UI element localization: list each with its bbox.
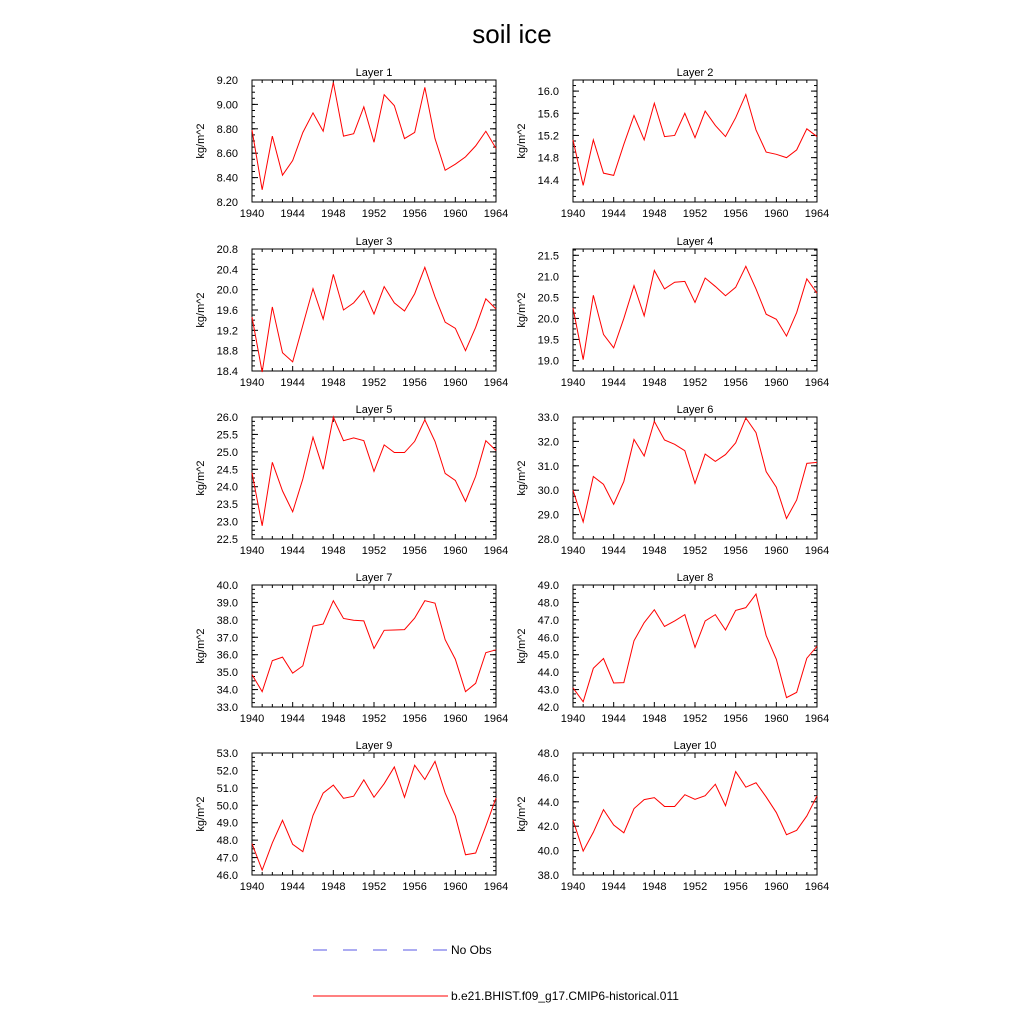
y-tick-label: 48.0 <box>537 748 559 760</box>
x-tick-label: 1940 <box>239 713 265 725</box>
y-axis-label: kg/m^2 <box>195 460 207 496</box>
panel-layer-7 <box>195 572 508 725</box>
y-tick-label: 48.0 <box>216 835 238 848</box>
x-tick-label: 1956 <box>402 545 427 557</box>
plot-frame <box>573 80 817 202</box>
x-tick-label: 1956 <box>402 208 427 220</box>
x-tick-label: 1940 <box>239 881 265 893</box>
y-tick-label: 45.0 <box>537 649 559 662</box>
y-tick-label: 20.0 <box>216 284 238 297</box>
x-tick-label: 1956 <box>402 881 427 893</box>
panel-layer-2 <box>516 67 829 220</box>
x-tick-label: 1940 <box>560 545 586 557</box>
y-tick-label: 44.0 <box>537 796 559 809</box>
panel-title: Layer 10 <box>673 740 717 752</box>
x-tick-label: 1960 <box>443 208 468 220</box>
y-axis-label: kg/m^2 <box>516 628 528 664</box>
x-tick-label: 1956 <box>723 881 748 893</box>
y-tick-label: 23.0 <box>216 516 238 529</box>
legend <box>313 943 679 1003</box>
y-tick-label: 19.0 <box>537 355 559 368</box>
y-axis-label: kg/m^2 <box>195 796 207 832</box>
plot-frame <box>573 249 817 371</box>
y-tick-label: 44.0 <box>537 667 559 680</box>
x-tick-label: 1964 <box>804 377 830 389</box>
panel-title: Layer 9 <box>355 740 393 752</box>
y-tick-label: 24.0 <box>216 481 238 494</box>
y-tick-label: 46.0 <box>537 632 559 645</box>
x-tick-label: 1948 <box>321 377 346 389</box>
y-tick-label: 31.0 <box>537 460 559 473</box>
x-tick-label: 1960 <box>443 713 468 725</box>
x-tick-label: 1940 <box>560 713 586 725</box>
x-tick-label: 1948 <box>321 545 346 557</box>
x-tick-label: 1948 <box>642 545 667 557</box>
x-tick-label: 1948 <box>321 208 346 220</box>
y-tick-label: 52.0 <box>216 765 238 778</box>
plot-frame <box>252 417 496 539</box>
y-axis-label: kg/m^2 <box>195 628 207 664</box>
x-tick-label: 1944 <box>601 208 626 220</box>
x-tick-label: 1940 <box>560 377 586 389</box>
x-tick-label: 1952 <box>361 208 387 220</box>
x-tick-label: 1948 <box>321 713 346 725</box>
y-tick-label: 46.0 <box>216 870 238 882</box>
y-tick-label: 47.0 <box>216 852 238 865</box>
x-tick-label: 1964 <box>483 545 509 557</box>
y-tick-label: 24.5 <box>216 464 238 477</box>
x-tick-label: 1944 <box>280 377 305 389</box>
x-tick-label: 1956 <box>723 545 748 557</box>
y-tick-label: 43.0 <box>537 684 559 697</box>
panel-layer-1 <box>195 67 508 220</box>
y-tick-label: 49.0 <box>537 580 559 592</box>
y-tick-label: 36.0 <box>216 649 238 662</box>
chart-title: soil ice <box>472 19 552 49</box>
y-tick-label: 28.0 <box>537 534 559 546</box>
y-tick-label: 40.0 <box>537 845 559 858</box>
y-tick-label: 20.8 <box>216 244 238 256</box>
y-tick-label: 14.8 <box>537 152 559 165</box>
y-axis-label: kg/m^2 <box>516 796 528 832</box>
x-tick-label: 1956 <box>402 377 427 389</box>
x-tick-label: 1964 <box>483 881 509 893</box>
x-tick-label: 1940 <box>560 881 586 893</box>
x-tick-label: 1960 <box>443 881 468 893</box>
series-line <box>252 761 496 870</box>
y-tick-label: 20.5 <box>537 292 559 305</box>
x-tick-label: 1944 <box>601 545 626 557</box>
x-tick-label: 1964 <box>804 545 830 557</box>
y-tick-label: 39.0 <box>216 597 238 610</box>
x-tick-label: 1952 <box>682 377 708 389</box>
x-tick-label: 1944 <box>601 713 626 725</box>
x-tick-label: 1952 <box>361 377 387 389</box>
panel-title: Layer 1 <box>355 67 393 79</box>
y-tick-label: 20.4 <box>216 264 238 277</box>
x-tick-label: 1960 <box>764 545 789 557</box>
y-tick-label: 23.5 <box>216 499 238 512</box>
y-tick-label: 38.0 <box>216 614 238 627</box>
y-tick-label: 49.0 <box>216 817 238 830</box>
panel-layer-8 <box>516 572 829 725</box>
plot-frame <box>252 753 496 875</box>
y-tick-label: 8.20 <box>216 197 238 209</box>
y-tick-label: 19.5 <box>537 334 559 347</box>
y-axis-label: kg/m^2 <box>516 460 528 496</box>
panel-layer-6 <box>516 404 829 557</box>
x-tick-label: 1964 <box>804 208 830 220</box>
y-tick-label: 21.0 <box>537 271 559 284</box>
y-tick-label: 53.0 <box>216 748 238 760</box>
y-tick-label: 19.2 <box>216 325 238 338</box>
x-tick-label: 1964 <box>804 713 830 725</box>
series-line <box>573 772 817 852</box>
y-tick-label: 9.20 <box>216 75 238 87</box>
y-tick-label: 9.00 <box>216 99 238 112</box>
series-line <box>252 601 496 692</box>
x-tick-label: 1944 <box>280 208 305 220</box>
panel-title: Layer 2 <box>676 67 714 79</box>
x-tick-label: 1964 <box>483 377 509 389</box>
x-tick-label: 1952 <box>682 881 708 893</box>
panel-layer-4 <box>516 236 829 389</box>
y-tick-label: 42.0 <box>537 821 559 834</box>
y-tick-label: 34.0 <box>216 684 238 697</box>
x-tick-label: 1956 <box>723 377 748 389</box>
x-tick-label: 1960 <box>764 881 789 893</box>
plot-frame <box>573 753 817 875</box>
x-tick-label: 1948 <box>642 881 667 893</box>
x-tick-label: 1944 <box>601 377 626 389</box>
plot-frame <box>252 249 496 371</box>
y-tick-label: 29.0 <box>537 509 559 522</box>
x-tick-label: 1960 <box>764 377 789 389</box>
y-tick-label: 48.0 <box>537 597 559 610</box>
y-tick-label: 47.0 <box>537 614 559 627</box>
y-tick-label: 46.0 <box>537 772 559 785</box>
panel-layer-3 <box>195 236 508 389</box>
x-tick-label: 1944 <box>601 881 626 893</box>
y-tick-label: 15.2 <box>537 130 559 143</box>
x-tick-label: 1940 <box>239 377 265 389</box>
panel-title: Layer 8 <box>676 572 714 584</box>
x-tick-label: 1952 <box>361 713 387 725</box>
x-tick-label: 1952 <box>361 545 387 557</box>
y-axis-label: kg/m^2 <box>516 292 528 328</box>
x-tick-label: 1952 <box>361 881 387 893</box>
x-tick-label: 1964 <box>804 881 830 893</box>
y-tick-label: 8.40 <box>216 172 238 185</box>
y-tick-label: 40.0 <box>216 580 238 592</box>
panel-title: Layer 7 <box>355 572 393 584</box>
y-tick-label: 8.60 <box>216 148 238 161</box>
y-tick-label: 21.5 <box>537 250 559 263</box>
y-tick-label: 18.8 <box>216 345 238 358</box>
y-tick-label: 16.0 <box>537 86 559 99</box>
panel-layer-5 <box>195 404 508 557</box>
panel-title: Layer 6 <box>676 404 714 416</box>
series-line <box>573 94 817 185</box>
y-axis-label: kg/m^2 <box>516 123 528 159</box>
series-line <box>252 267 496 372</box>
x-tick-label: 1948 <box>642 208 667 220</box>
plot-frame <box>252 585 496 707</box>
y-tick-label: 18.4 <box>216 366 238 378</box>
x-tick-label: 1940 <box>560 208 586 220</box>
x-tick-label: 1964 <box>483 713 509 725</box>
x-tick-label: 1948 <box>642 713 667 725</box>
panel-layer-9 <box>195 740 508 893</box>
x-tick-label: 1940 <box>239 545 265 557</box>
y-tick-label: 8.80 <box>216 123 238 136</box>
y-axis-label: kg/m^2 <box>195 292 207 328</box>
panels <box>195 67 829 893</box>
x-tick-label: 1940 <box>239 208 265 220</box>
y-tick-label: 20.0 <box>537 313 559 326</box>
series-line <box>573 418 817 522</box>
y-tick-label: 30.0 <box>537 485 559 498</box>
x-tick-label: 1944 <box>280 545 305 557</box>
panel-layer-10 <box>516 740 829 893</box>
y-tick-label: 22.5 <box>216 534 238 546</box>
x-tick-label: 1956 <box>402 713 427 725</box>
series-line <box>573 594 817 702</box>
y-tick-label: 32.0 <box>537 436 559 449</box>
y-tick-label: 35.0 <box>216 667 238 680</box>
x-tick-label: 1952 <box>682 208 708 220</box>
y-tick-label: 50.0 <box>216 800 238 813</box>
y-tick-label: 37.0 <box>216 632 238 645</box>
y-tick-label: 25.0 <box>216 446 238 459</box>
series-line <box>252 417 496 526</box>
y-tick-label: 42.0 <box>537 702 559 714</box>
series-line <box>573 266 817 359</box>
x-tick-label: 1956 <box>723 713 748 725</box>
panel-title: Layer 3 <box>355 236 393 248</box>
panel-title: Layer 5 <box>355 404 393 416</box>
x-tick-label: 1948 <box>642 377 667 389</box>
x-tick-label: 1964 <box>483 208 509 220</box>
x-tick-label: 1960 <box>764 713 789 725</box>
y-tick-label: 25.5 <box>216 429 238 442</box>
series-line <box>252 82 496 189</box>
x-tick-label: 1944 <box>280 713 305 725</box>
y-tick-label: 33.0 <box>216 702 238 714</box>
legend-model-label: b.e21.BHIST.f09_g17.CMIP6-historical.011 <box>451 989 679 1003</box>
y-tick-label: 19.6 <box>216 305 238 317</box>
x-tick-label: 1944 <box>280 881 305 893</box>
x-tick-label: 1952 <box>682 713 708 725</box>
x-tick-label: 1948 <box>321 881 346 893</box>
x-tick-label: 1952 <box>682 545 708 557</box>
y-tick-label: 15.6 <box>537 108 559 121</box>
x-tick-label: 1960 <box>443 545 468 557</box>
plot-frame <box>573 417 817 539</box>
legend-obs-label: No Obs <box>451 943 492 957</box>
y-axis-label: kg/m^2 <box>195 123 207 159</box>
y-tick-label: 38.0 <box>537 870 559 882</box>
x-tick-label: 1960 <box>443 377 468 389</box>
y-tick-label: 14.4 <box>537 174 559 187</box>
y-tick-label: 51.0 <box>216 782 238 795</box>
y-tick-label: 26.0 <box>216 412 238 424</box>
x-tick-label: 1956 <box>723 208 748 220</box>
y-tick-label: 33.0 <box>537 412 559 424</box>
panel-title: Layer 4 <box>676 236 714 248</box>
x-tick-label: 1960 <box>764 208 789 220</box>
